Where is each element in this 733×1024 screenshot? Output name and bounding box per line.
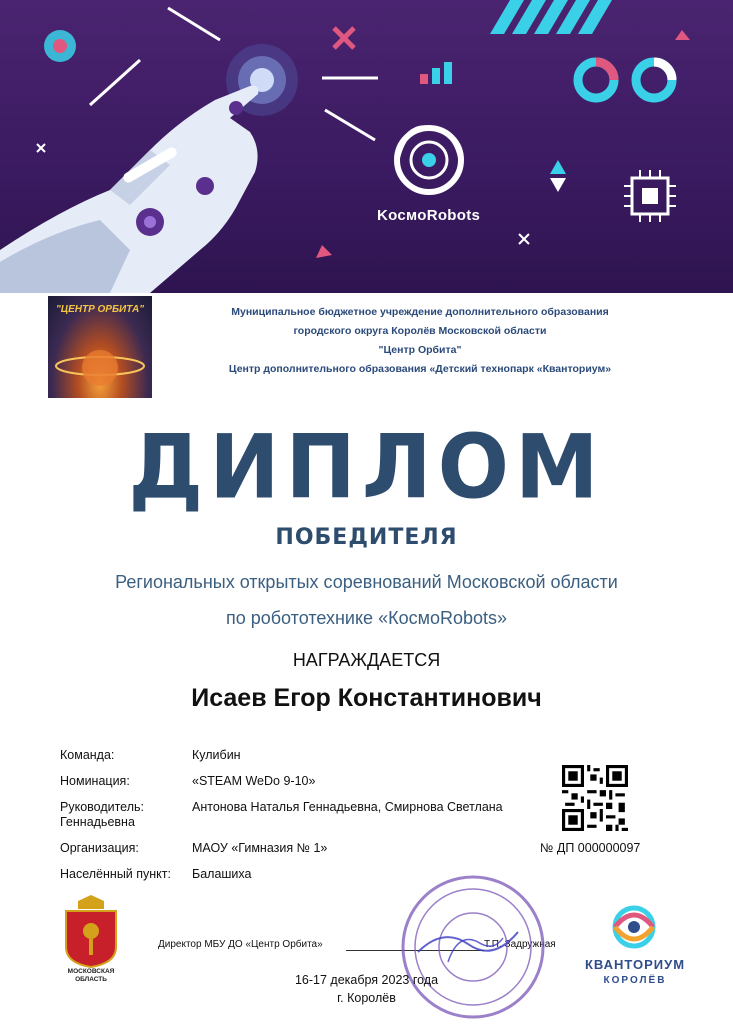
diploma-subtitle: ПОБЕДИТЕЛЯ — [275, 525, 458, 550]
deco-line — [90, 60, 140, 105]
robot-hand-illustration — [0, 86, 258, 293]
planet-icon — [48, 296, 152, 398]
header-banner — [0, 0, 733, 293]
locality-value: Балашиха — [192, 867, 252, 881]
deco-line — [168, 8, 220, 40]
competition-line-1: Региональных открытых соревнований Московской области — [115, 572, 618, 592]
supervisor-value-cont: Геннадьевна — [60, 815, 135, 829]
diploma-title: ДИПЛОМ — [128, 415, 605, 519]
event-city: г. Королёв — [337, 991, 396, 1005]
mo-label-line-1: МОСКОВСКАЯ — [67, 968, 115, 975]
winner-name: Исаев Егор Константинович — [191, 684, 542, 712]
org-line-3: "Центр Орбита" — [378, 344, 462, 356]
supervisor-label: Руководитель: — [60, 800, 145, 814]
organization-label: Организация: — [60, 841, 139, 855]
nomination-label: Номинация: — [60, 774, 130, 788]
kvantorium-label: КВАНТОРИУМ — [584, 957, 686, 972]
team-label: Команда: — [60, 748, 115, 762]
orbita-logo-text: "ЦЕНТР ОРБИТА" — [56, 304, 144, 315]
handwritten-signature — [418, 932, 518, 952]
event-date: 16-17 декабря 2023 года — [294, 973, 439, 987]
diploma-number: № ДП 000000097 — [540, 841, 641, 855]
kvantorium-city-label: КОРОЛЁВ — [603, 975, 667, 986]
mo-label-line-2: ОБЛАСТЬ — [75, 976, 107, 983]
supervisor-value: Антонова Наталья Геннадьевна, Смирнова Светлана — [192, 800, 503, 814]
organization-value: МАОУ «Гимназия № 1» — [192, 841, 328, 855]
org-line-2: городского округа Королёв Московской области — [293, 325, 547, 337]
nomination-value: «STEAM WeDo 9-10» — [192, 774, 316, 788]
team-value: Кулибин — [192, 748, 241, 762]
director-name: Т.П. Задружная — [484, 939, 556, 950]
qr-code[interactable] — [562, 765, 628, 831]
org-line-4: Центр дополнительного образования «Детский технопарк «Кванториум» — [228, 363, 612, 375]
locality-label: Населённый пункт: — [60, 867, 171, 881]
chip-icon — [624, 170, 676, 222]
deco-circle-inner — [53, 39, 67, 53]
competition-line-2: по робототехнике «КосмоRobots» — [225, 608, 508, 628]
director-position: Директор МБУ ДО «Центр Орбита» — [158, 939, 323, 950]
banner-graphics — [0, 0, 733, 293]
centr-orbita-logo — [48, 296, 152, 398]
org-line-1: Муниципальное бюджетное учреждение дополнительного образования — [231, 306, 609, 318]
deco-line — [325, 110, 375, 140]
kosmorobots-brand: KосмоRobots — [377, 207, 481, 224]
awarded-label: НАГРАЖДАЕТСЯ — [292, 650, 441, 670]
bar-chart-icon — [420, 74, 428, 84]
kosmorobots-logo — [397, 128, 461, 192]
kvantorium-logo-icon — [607, 903, 661, 951]
